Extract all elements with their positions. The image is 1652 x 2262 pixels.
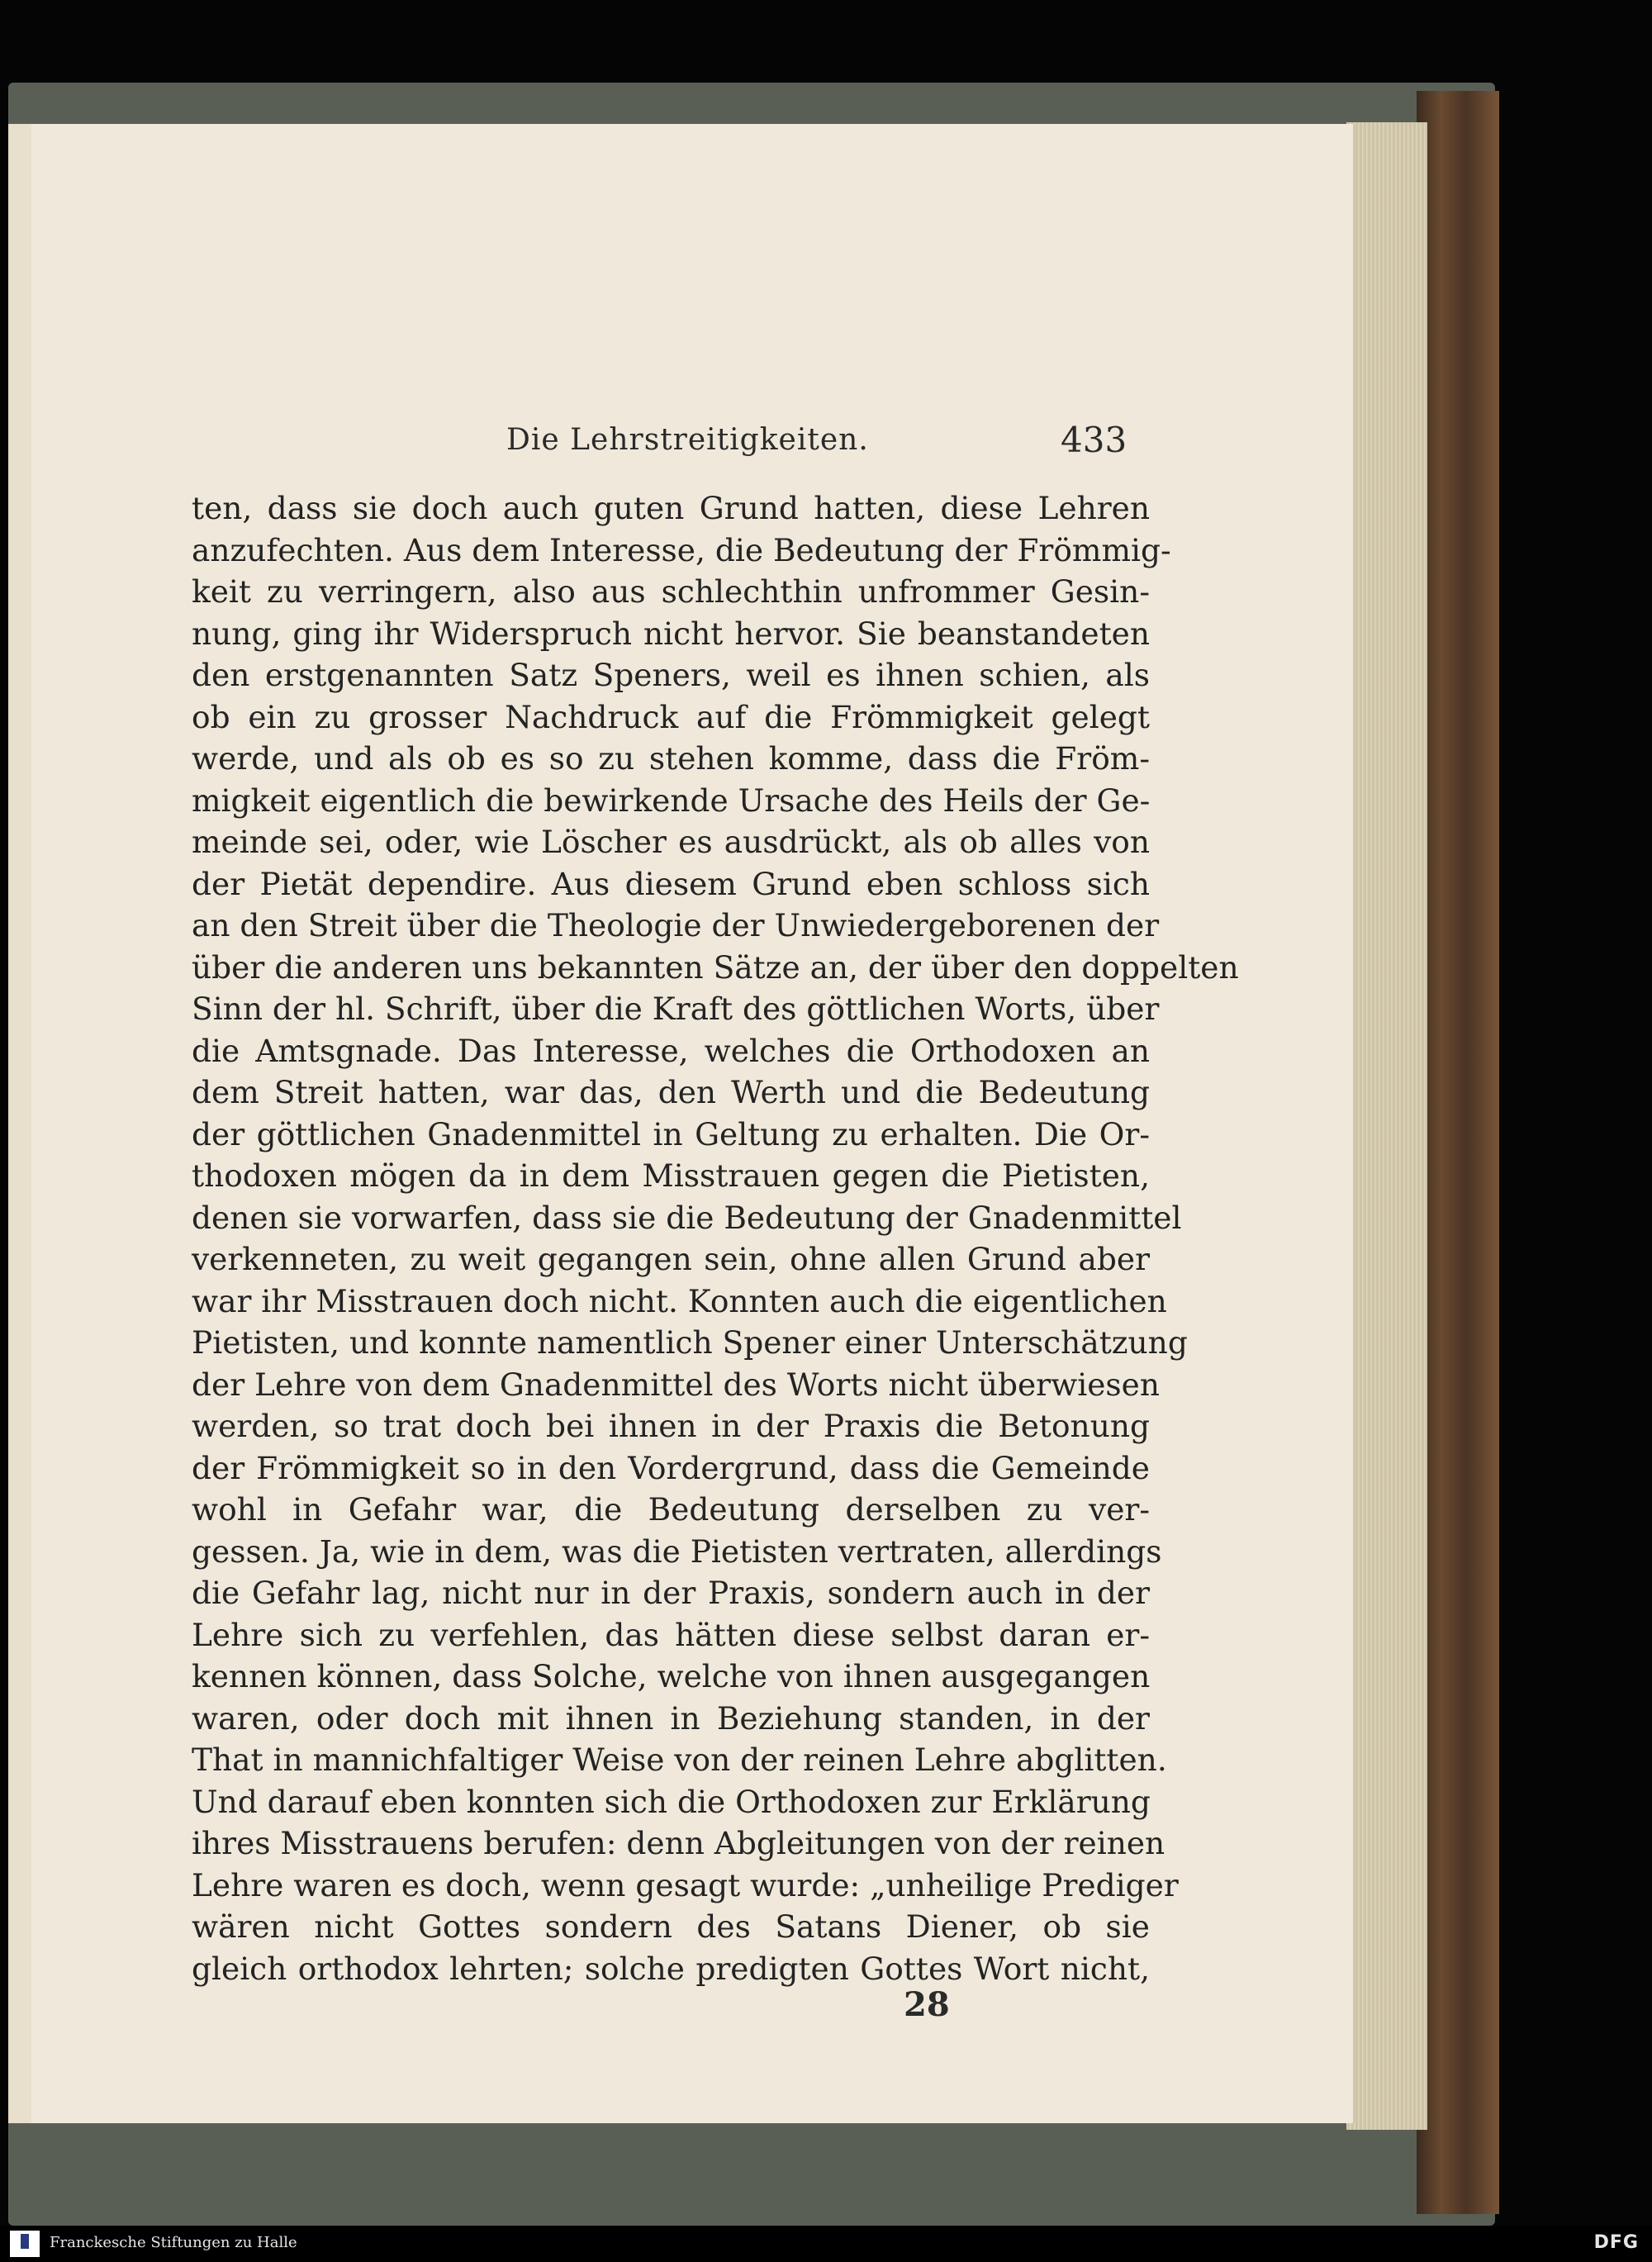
- page-number: 433: [1061, 420, 1127, 460]
- text-line: über die anderen uns bekannten Sätze an, der über den doppelten: [192, 948, 1239, 986]
- book-board-right: [1417, 91, 1499, 2214]
- text-line: Lehre waren es doch, wenn gesagt wurde: „unheilige Prediger: [192, 1866, 1179, 1903]
- text-line: die Gefahr lag, nicht nur in der Praxis, sondern auch in der: [192, 1575, 1150, 1611]
- text-line: die Amtsgnade. Das Interesse, welches die Orthodoxen an: [192, 1032, 1150, 1069]
- running-title: Die Lehrstreitigkeiten.: [506, 423, 869, 457]
- text-line: werden, so trat doch bei ihnen in der Praxis die Betonung: [192, 1408, 1150, 1444]
- text-line: denen sie vorwarfen, dass sie die Bedeutung der Gnadenmittel: [192, 1199, 1182, 1236]
- text-line: Pietisten, und konnte namentlich Spener einer Unterschätzung: [192, 1324, 1188, 1361]
- text-line: Sinn der hl. Schrift, über die Kraft des göttlichen Worts, über: [192, 991, 1160, 1027]
- text-line: den erstgenannten Satz Speners, weil es ihnen schien, als: [192, 657, 1150, 693]
- left-page-edge: [8, 124, 31, 2123]
- body-text: [192, 487, 1239, 1989]
- text-line: der Pietät dependire. Aus diesem Grund eben schloss sich: [192, 865, 1150, 902]
- text-line: thodoxen mögen da in dem Misstrauen gegen die Pietisten,: [192, 1157, 1150, 1194]
- institution-logo-icon: [10, 2231, 40, 2257]
- text-line: an den Streit über die Theologie der Unwiedergeborenen der: [192, 907, 1160, 943]
- text-line: ihres Misstrauens berufen: denn Abgleitungen von der reinen: [192, 1825, 1165, 1861]
- running-head: [31, 420, 1353, 473]
- text-line: dem Streit hatten, war das, den Werth und die Bedeutung: [192, 1074, 1150, 1110]
- text-line: waren, oder doch mit ihnen in Beziehung standen, in der: [192, 1699, 1150, 1737]
- text-line: keit zu verringern, also aus schlechthin unfrommer Gesin-: [192, 573, 1150, 610]
- text-line: der Frömmigkeit so in den Vordergrund, dass die Gemeinde: [192, 1449, 1150, 1486]
- text-line: ob ein zu grosser Nachdruck auf die Frömmigkeit gelegt: [192, 698, 1150, 735]
- text-line: migkeit eigentlich die bewirkende Ursache des Heils der Ge-: [192, 782, 1151, 819]
- text-line: nung, ging ihr Widerspruch nicht hervor. Sie beanstandeten: [192, 615, 1150, 652]
- text-line: werde, und als ob es so zu stehen komme, dass die Fröm-: [192, 740, 1150, 777]
- text-line: gleich orthodox lehrten; solche predigten Gottes Wort nicht,: [192, 1950, 1150, 1987]
- text-line: der göttlichen Gnadenmittel in Geltung zu erhalten. Die Or-: [192, 1115, 1150, 1152]
- page-edges: [1346, 122, 1427, 2130]
- text-line: der Lehre von dem Gnadenmittel des Worts nicht überwiesen: [192, 1366, 1160, 1403]
- text-line: ten, dass sie doch auch guten Grund hatten, diese Lehren: [192, 490, 1150, 526]
- signature-mark: 28: [904, 1985, 950, 2024]
- text-line: That in mannichfaltiger Weise von der reinen Lehre abglitten.: [192, 1742, 1167, 1778]
- text-line: meinde sei, oder, wie Löscher es ausdrückt, als ob alles von: [192, 824, 1150, 860]
- text-line: Und darauf eben konnten sich die Orthodoxen zur Erklärung: [192, 1783, 1151, 1820]
- viewer-footer: [0, 2226, 1652, 2262]
- text-line: wären nicht Gottes sondern des Satans Diener, ob sie: [192, 1908, 1150, 1945]
- book-page: [31, 124, 1355, 2123]
- text-line: verkenneten, zu weit gegangen sein, ohne allen Grund aber: [192, 1241, 1150, 1277]
- institution-label: Franckesche Stiftungen zu Halle: [50, 2234, 297, 2251]
- text-line: wohl in Gefahr war, die Bedeutung derselben zu ver-: [192, 1491, 1150, 1528]
- text-line: anzufechten. Aus dem Interesse, die Bedeutung der Frömmig-: [192, 531, 1171, 568]
- text-line: war ihr Misstrauen doch nicht. Konnten auch die eigentlichen: [192, 1282, 1167, 1319]
- dfg-logo: DFG: [1593, 2232, 1639, 2253]
- text-line: gessen. Ja, wie in dem, was die Pietisten vertraten, allerdings: [192, 1533, 1162, 1570]
- text-line: kennen können, dass Solche, welche von ihnen ausgegangen: [192, 1658, 1151, 1694]
- text-line: Lehre sich zu verfehlen, das hätten diese selbst daran er-: [192, 1616, 1150, 1653]
